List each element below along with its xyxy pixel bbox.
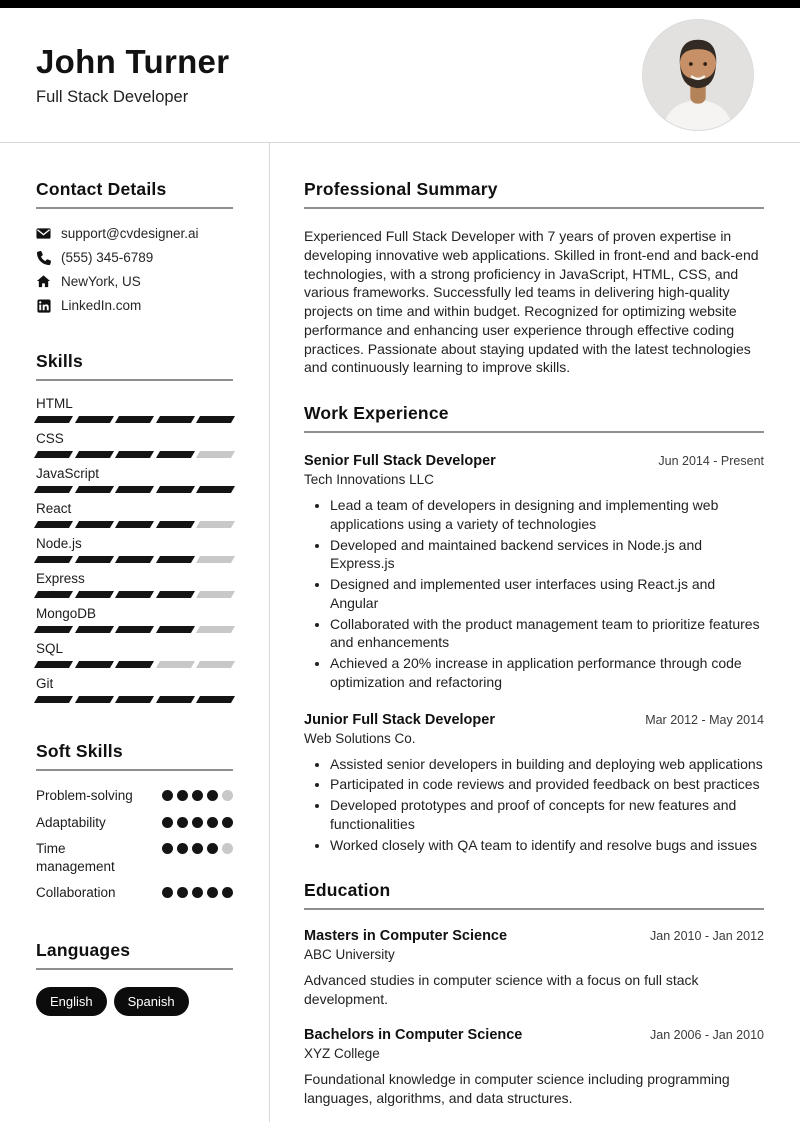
skill-level-bar	[36, 416, 233, 423]
skill-bar-segment-empty	[196, 521, 235, 528]
soft-skill-item	[36, 787, 233, 805]
skill-bar-segment-filled	[34, 696, 73, 703]
skill-bar-segment-filled	[156, 626, 195, 633]
skill-item	[36, 676, 233, 703]
education-entry	[304, 1027, 764, 1108]
summary-heading: Professional Summary	[304, 179, 498, 199]
job-bullet: • Collaborated with the product management team to prioritize features and enhancements	[330, 615, 764, 653]
job-title: Junior Full Stack Developer	[304, 711, 495, 728]
education-dates: Jan 2006 - Jan 2010	[650, 1027, 764, 1042]
soft-skills-list	[36, 787, 233, 902]
skill-bar-segment-filled	[34, 451, 73, 458]
rating-dot-filled	[162, 817, 173, 828]
section-underline	[36, 769, 233, 771]
skill-bar-segment-filled	[34, 626, 73, 633]
soft-skill-rating	[162, 790, 233, 801]
job-entry	[304, 453, 764, 692]
avatar	[642, 19, 754, 131]
skill-level-bar	[36, 486, 233, 493]
skill-bar-segment-filled	[196, 416, 235, 423]
soft-skill-label: Problem-solving	[36, 788, 133, 803]
languages-heading: Languages	[36, 939, 131, 960]
skill-bar-segment-filled	[196, 486, 235, 493]
contact-item-linkedin	[36, 298, 233, 313]
skill-bar-segment-filled	[75, 696, 114, 703]
main-content	[270, 143, 800, 1122]
rating-dot-filled	[192, 790, 203, 801]
soft-skill-item	[36, 814, 233, 832]
soft-skills-section	[36, 741, 233, 902]
phone-icon	[36, 251, 51, 265]
skill-bar-segment-filled	[115, 626, 154, 633]
sidebar	[0, 143, 270, 1122]
rating-dot-filled	[177, 817, 188, 828]
rating-dot-filled	[162, 790, 173, 801]
skill-level-bar	[36, 696, 233, 703]
skill-bar-segment-filled	[156, 556, 195, 563]
skill-bar-segment-filled	[156, 521, 195, 528]
skill-item	[36, 431, 233, 458]
summary-text: Experienced Full Stack Developer with 7 years of proven expertise in developing innovative web applications. Skilled in front-end and back-end technologies, with a strong proficiency in JavaScript, HTML, CSS, and various frameworks. Successfully led teams in delivering high-quality projects on time and within budget. Recognized for optimizing website performance and enhancing user experience through effective coding practices. Passionate about staying updated with the latest technologies and continuously learning to improve skills.	[304, 228, 759, 376]
skill-item	[36, 571, 233, 598]
skills-section	[36, 351, 233, 703]
language-badge: Spanish	[114, 987, 189, 1016]
skill-bar-segment-empty	[196, 626, 235, 633]
skill-bar-segment-empty	[196, 591, 235, 598]
soft-skill-label: Time management	[36, 841, 115, 874]
skill-bar-segment-filled	[156, 451, 195, 458]
section-underline	[304, 908, 764, 910]
education-entry	[304, 928, 764, 1009]
skills-list	[36, 396, 233, 703]
rating-dot-filled	[207, 790, 218, 801]
header-text	[36, 43, 229, 107]
person-name: John Turner	[36, 43, 230, 80]
degree-title: Bachelors in Computer Science	[304, 1026, 523, 1043]
skill-bar-segment-filled	[75, 626, 114, 633]
education-description: Foundational knowledge in computer science including programming languages, algorithms, and data structures.	[304, 1070, 730, 1106]
skill-bar-segment-filled	[75, 521, 114, 528]
rating-dot-empty	[222, 790, 233, 801]
school-name: ABC University	[304, 947, 395, 963]
contact-item-phone	[36, 250, 233, 265]
skill-bar-segment-filled	[156, 696, 195, 703]
skill-bar-segment-filled	[115, 416, 154, 423]
skill-bar-segment-filled	[156, 486, 195, 493]
resume-body	[0, 143, 800, 1122]
school-name: XYZ College	[304, 1045, 380, 1061]
rating-dot-filled	[162, 887, 173, 898]
education-header	[304, 1027, 764, 1043]
section-underline	[304, 207, 764, 209]
section-underline	[36, 207, 233, 209]
skill-label: MongoDB	[36, 606, 97, 621]
section-underline	[36, 379, 233, 381]
job-company: Web Solutions Co.	[304, 730, 416, 746]
soft-skills-heading: Soft Skills	[36, 741, 123, 761]
summary-section	[304, 179, 764, 377]
rating-dot-filled	[192, 817, 203, 828]
skill-item	[36, 396, 233, 423]
degree-title: Masters in Computer Science	[304, 928, 508, 945]
envelope-icon	[36, 226, 51, 241]
job-bullet: • Assisted senior developers in building and deploying web applications	[330, 755, 764, 774]
skill-bar-segment-filled	[34, 486, 73, 493]
skill-level-bar	[36, 451, 233, 458]
job-bullet: • Developed prototypes and proof of concepts for new features and functionalities	[330, 796, 764, 834]
skill-label: CSS	[36, 431, 64, 446]
job-title: Senior Full Stack Developer	[304, 453, 496, 469]
top-accent-bar	[0, 0, 800, 8]
skill-bar-segment-empty	[196, 661, 235, 668]
contact-item-email	[36, 226, 233, 241]
skill-item	[36, 501, 233, 528]
education-heading: Education	[304, 880, 391, 901]
rating-dot-filled	[207, 817, 218, 828]
language-badge: English	[36, 987, 107, 1016]
soft-skill-item	[36, 840, 233, 875]
experience-section	[304, 403, 764, 854]
contact-email-text: support@cvdesigner.ai	[61, 226, 199, 241]
job-dates: Mar 2012 - May 2014	[645, 712, 764, 727]
skill-label: React	[36, 501, 72, 516]
job-header	[304, 712, 764, 728]
rating-dot-filled	[222, 887, 233, 898]
skill-bar-segment-filled	[115, 591, 154, 598]
job-bullet: • Achieved a 20% increase in application performance through code optimization and refactoring	[330, 654, 764, 692]
skill-bar-segment-empty	[196, 556, 235, 563]
skill-item	[36, 536, 233, 563]
home-icon	[36, 274, 51, 289]
education-description: Advanced studies in computer science with a focus on full stack development.	[304, 972, 699, 1007]
skill-bar-segment-filled	[156, 591, 195, 598]
linkedin-icon	[36, 299, 51, 313]
skill-bar-segment-filled	[34, 556, 73, 563]
rating-dot-filled	[192, 843, 203, 854]
skill-bar-segment-filled	[75, 591, 114, 598]
contact-section	[36, 179, 233, 313]
skill-label: Express	[36, 571, 85, 586]
rating-dot-filled	[207, 843, 218, 854]
header	[0, 8, 800, 143]
experience-heading: Work Experience	[304, 403, 449, 423]
skill-bar-segment-filled	[115, 451, 154, 458]
person-job-title: Full Stack Developer	[36, 88, 189, 106]
job-bullet: • Worked closely with QA team to identify and resolve bugs and issues	[330, 836, 764, 855]
skill-label: Node.js	[36, 536, 82, 551]
skill-bar-segment-filled	[115, 696, 154, 703]
skill-bar-segment-filled	[34, 416, 73, 423]
rating-dot-filled	[207, 887, 218, 898]
job-company: Tech Innovations LLC	[304, 472, 434, 487]
skill-bar-segment-filled	[34, 521, 73, 528]
rating-dot-filled	[177, 790, 188, 801]
education-dates: Jan 2010 - Jan 2012	[650, 929, 764, 944]
skill-level-bar	[36, 556, 233, 563]
contact-list	[36, 226, 233, 313]
soft-skill-rating	[162, 887, 233, 898]
skill-bar-segment-filled	[34, 591, 73, 598]
job-bullet: • Participated in code reviews and provided feedback on best practices	[330, 775, 764, 794]
rating-dot-filled	[162, 843, 173, 854]
skills-heading: Skills	[36, 351, 83, 371]
skill-level-bar	[36, 521, 233, 528]
skill-bar-segment-filled	[115, 661, 154, 668]
job-header	[304, 453, 764, 469]
skill-bar-segment-filled	[75, 556, 114, 563]
section-underline	[304, 431, 764, 433]
rating-dot-filled	[177, 887, 188, 898]
rating-dot-filled	[177, 843, 188, 854]
skill-level-bar	[36, 626, 233, 633]
avatar-photo	[643, 20, 753, 130]
section-underline	[36, 968, 233, 970]
soft-skill-label: Collaboration	[36, 885, 116, 901]
skill-bar-segment-empty	[196, 451, 235, 458]
contact-linkedin-text: LinkedIn.com	[61, 298, 142, 313]
skill-label: HTML	[36, 396, 73, 411]
job-bullet: • Lead a team of developers in designing and implementing web applications using a variety of technologies	[330, 496, 764, 534]
job-bullet-list	[304, 755, 764, 855]
soft-skill-item	[36, 884, 233, 902]
job-bullet: • Designed and implemented user interfaces using React.js and Angular	[330, 575, 764, 613]
rating-dot-filled	[192, 887, 203, 898]
contact-phone-text: (555) 345-6789	[61, 250, 154, 265]
soft-skill-label: Adaptability	[36, 814, 106, 830]
rating-dot-filled	[222, 817, 233, 828]
job-bullet: • Developed and maintained backend services in Node.js and Express.js	[330, 536, 764, 574]
skill-bar-segment-filled	[75, 416, 114, 423]
languages-section	[36, 940, 233, 1016]
contact-location-text: NewYork, US	[61, 274, 141, 289]
skill-bar-segment-filled	[115, 486, 154, 493]
skill-level-bar	[36, 661, 233, 668]
skill-label: Git	[36, 676, 54, 691]
languages-list	[36, 987, 233, 1016]
job-entry	[304, 712, 764, 855]
skill-bar-segment-filled	[196, 696, 235, 703]
job-dates: Jun 2014 - Present	[658, 454, 764, 468]
skill-bar-segment-filled	[156, 416, 195, 423]
soft-skill-rating	[162, 817, 233, 828]
soft-skill-rating	[162, 843, 233, 854]
skill-label: SQL	[36, 641, 64, 656]
job-bullet-list	[304, 496, 764, 692]
skill-bar-segment-filled	[75, 661, 114, 668]
skill-item	[36, 466, 233, 493]
skill-bar-segment-empty	[156, 661, 195, 668]
education-header	[304, 928, 764, 944]
skill-level-bar	[36, 591, 233, 598]
skill-bar-segment-filled	[75, 451, 114, 458]
contact-item-location	[36, 274, 233, 289]
skill-bar-segment-filled	[115, 556, 154, 563]
skill-item	[36, 606, 233, 633]
contact-heading: Contact Details	[36, 179, 167, 199]
skill-item	[36, 641, 233, 668]
skill-bar-segment-filled	[75, 486, 114, 493]
skill-label: JavaScript	[36, 466, 100, 481]
skill-bar-segment-filled	[115, 521, 154, 528]
skill-bar-segment-filled	[34, 661, 73, 668]
education-section	[304, 880, 764, 1107]
rating-dot-empty	[222, 843, 233, 854]
